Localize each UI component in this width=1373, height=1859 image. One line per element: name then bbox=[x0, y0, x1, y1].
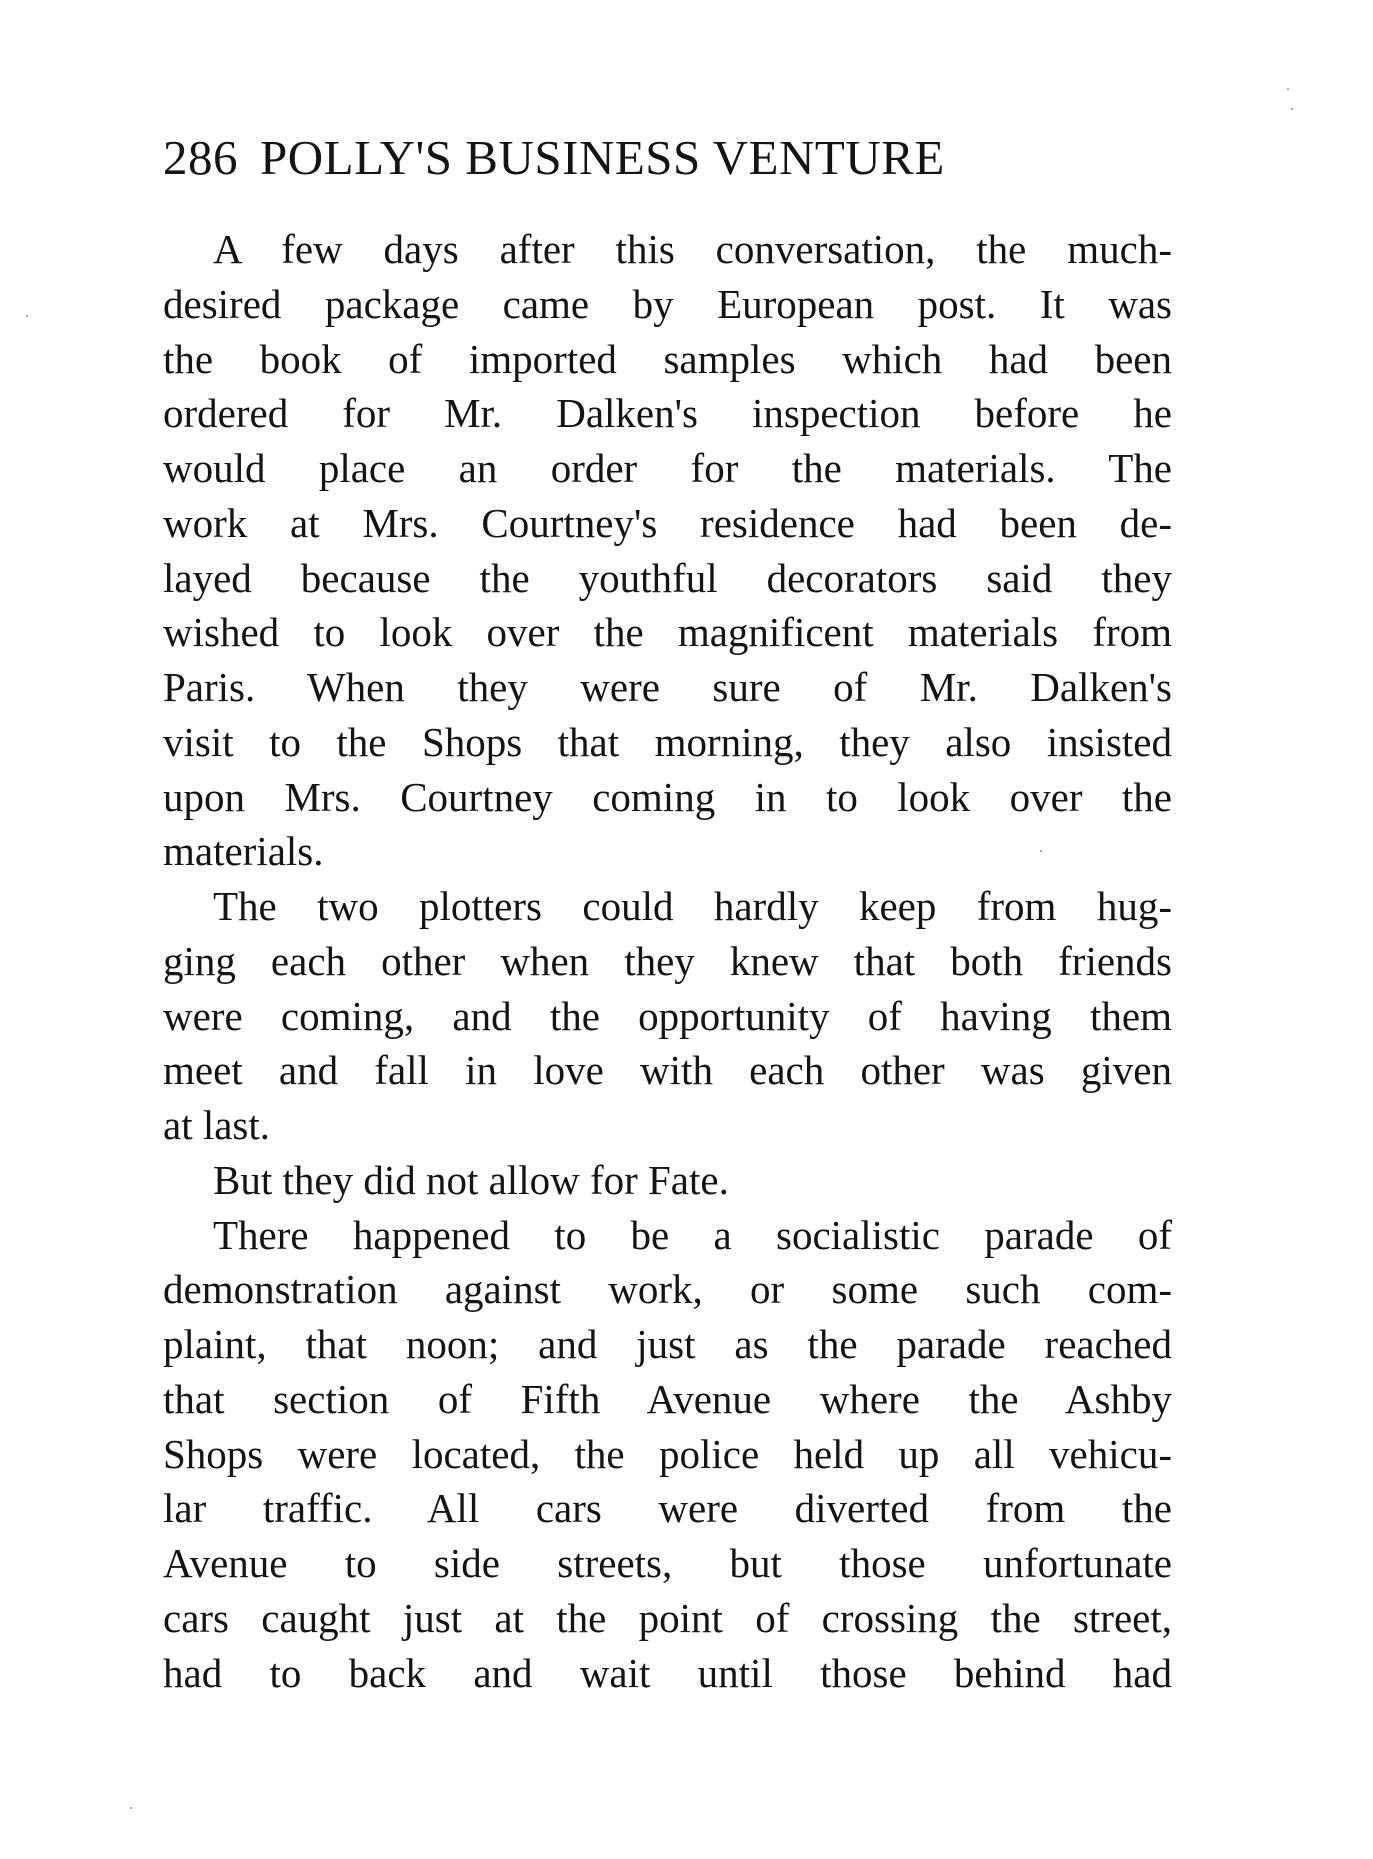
running-head bbox=[163, 128, 1043, 188]
text-line: Paris. When they were sure of Mr. Dalken's bbox=[163, 664, 1172, 710]
text-line: There happened to be a socialistic parade of bbox=[213, 1211, 1172, 1258]
text-line: cars caught just at the point of crossing the street, bbox=[163, 1594, 1172, 1641]
page-number: 286 bbox=[163, 130, 238, 185]
text-line: layed because the youthful decorators said they bbox=[163, 554, 1172, 601]
text-line: the book of imported samples which had been bbox=[163, 335, 1172, 382]
text-line: Avenue to side streets, but those unfortunate bbox=[163, 1540, 1172, 1586]
scan-speck bbox=[1040, 850, 1042, 852]
text-line: wished to look over the magnificent materials from bbox=[163, 609, 1172, 656]
scan-speck bbox=[26, 315, 28, 317]
text-line: desired package came by European post. It was bbox=[163, 280, 1172, 327]
text-line: lar traffic. All cars were diverted from the bbox=[163, 1485, 1172, 1532]
text-line: had to back and wait until those behind had bbox=[163, 1649, 1172, 1696]
text-line: at last. bbox=[163, 1102, 271, 1148]
text-line: A few days after this conversation, the much- bbox=[213, 226, 1172, 272]
text-line: were coming, and the opportunity of having them bbox=[163, 992, 1172, 1039]
text-line: Shops were located, the police held up all vehicu- bbox=[163, 1430, 1172, 1477]
text-line: visit to the Shops that morning, they also insisted bbox=[163, 718, 1172, 765]
text-line: work at Mrs. Courtney's residence had been de- bbox=[163, 499, 1172, 546]
scan-speck bbox=[130, 1807, 132, 1809]
text-line: The two plotters could hardly keep from hug- bbox=[213, 883, 1172, 929]
text-line: ordered for Mr. Dalken's inspection before he bbox=[163, 390, 1172, 437]
text-line: upon Mrs. Courtney coming in to look over the bbox=[163, 773, 1172, 820]
running-title: POLLY'S BUSINESS VENTURE bbox=[260, 130, 945, 185]
body-text bbox=[163, 222, 1172, 1700]
scan-speck bbox=[1287, 88, 1289, 90]
text-line: ging each other when they knew that both friends bbox=[163, 937, 1172, 984]
text-line: demonstration against work, or some such com- bbox=[163, 1266, 1172, 1313]
scan-speck bbox=[1291, 108, 1293, 110]
text-line: plaint, that noon; and just as the parade reached bbox=[163, 1321, 1172, 1367]
text-line: materials. bbox=[163, 828, 324, 875]
text-line: But they did not allow for Fate. bbox=[213, 1156, 729, 1203]
text-line: would place an order for the materials. The bbox=[163, 445, 1172, 491]
text-line: that section of Fifth Avenue where the Ashby bbox=[163, 1375, 1172, 1422]
text-line: meet and fall in love with each other was given bbox=[163, 1047, 1172, 1094]
